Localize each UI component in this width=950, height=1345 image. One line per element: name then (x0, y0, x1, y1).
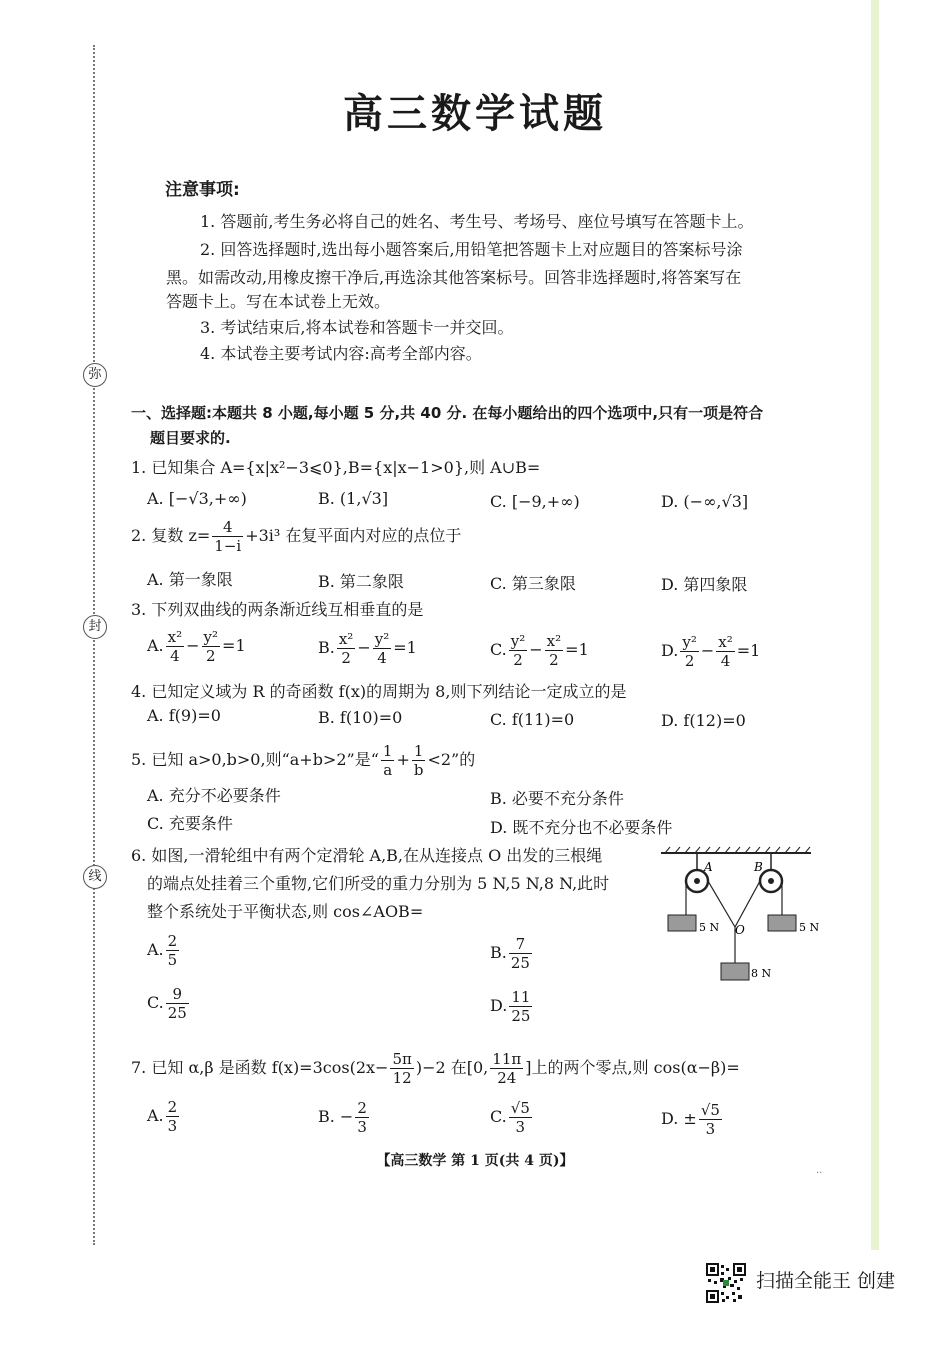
q6d-num: 11 (511, 988, 531, 1006)
rope-ob (735, 881, 760, 927)
q3c-n2: x² (546, 632, 562, 650)
q3-stem: 3. 下列双曲线的两条渐近线互相垂直的是 (131, 600, 424, 619)
section-heading-line-2: 题目要求的. (150, 429, 231, 447)
q3a-frac2 (202, 628, 221, 665)
q7a-label: A. (147, 1106, 164, 1125)
q6b-frac (509, 935, 532, 972)
q2-option-d: D. 第四象限 (661, 575, 748, 594)
q2-option-c: C. 第三象限 (490, 574, 576, 593)
q5-frac2 (412, 742, 426, 779)
q7-f1-den: 12 (392, 1069, 412, 1087)
q3b-n1: x² (338, 630, 354, 648)
q2-frac-num: 4 (212, 518, 243, 537)
q3-option-d: D. $\frac{\text{y²}}{2}$ − $\frac{\text{x²}}{4}$ =1 (661, 633, 761, 670)
notice-line-2: 2. 回答选择题时,选出每小题答案后,用铅笔把答题卡上对应题目的答案标号涂 (200, 240, 743, 259)
weight-left (668, 915, 696, 931)
q5-option-c: C. 充要条件 (147, 814, 233, 833)
q5-option-a: A. 充分不必要条件 (147, 786, 281, 805)
q6-option-a (147, 932, 181, 969)
q5-f2-num: 1 (412, 742, 426, 761)
page-title: 高三数学试题 (343, 91, 607, 137)
q1-option-b: B. (1,√3] (318, 489, 389, 508)
q3d-label: D. (661, 641, 679, 660)
q3d-d2: 4 (720, 652, 731, 670)
q5-stem (131, 742, 475, 779)
q4-stem: 4. 已知定义域为 R 的奇函数 f(x)的周期为 8,则下列结论一定成立的是 (131, 682, 627, 701)
q3d-n1: y² (682, 633, 697, 651)
q3-option-c: C. $\frac{\text{y²}}{2}$ − $\frac{\text{x²}}{2}$ =1 (490, 632, 589, 669)
q7-stem-mid: )−2 在[0, (415, 1058, 489, 1077)
q1-option-d: D. (−∞,√3] (661, 492, 749, 511)
q4-option-b: B. f(10)=0 (318, 708, 403, 727)
binding-line (93, 45, 95, 1245)
q6b-label: B. (490, 943, 507, 962)
q6-line-3: 整个系统处于平衡状态,则 cos∠AOB= (147, 902, 424, 921)
q3c-rhs: =1 (565, 640, 589, 659)
q3d-d1: 2 (684, 652, 695, 670)
q7-option-a (147, 1098, 181, 1135)
q6d-den: 25 (511, 1007, 531, 1025)
q3a-n2: y² (203, 628, 219, 646)
q3-option-a: A. $\frac{\text{x²}}{4}$ − $\frac{\text{y²}}{2}$ =1 (147, 628, 246, 665)
notice-line-1: 1. 答题前,考生务必将自己的姓名、考生号、考场号、座位号填写在答题卡上。 (200, 212, 754, 231)
q3b-d2: 4 (377, 649, 387, 667)
label-w3: 8 N (751, 967, 772, 980)
q2-frac-den: 1−i (214, 537, 242, 555)
q7-option-c (490, 1099, 534, 1136)
q7d-label: D. ± (661, 1109, 697, 1128)
label-a: A (704, 860, 713, 874)
section-heading-line-1: 一、选择题:本题共 8 小题,每小题 5 分,共 40 分. 在每小题给出的四个选项中,只有一项是符合 (131, 404, 764, 422)
q3d-n2: x² (718, 633, 733, 651)
q6b-den: 25 (510, 954, 530, 972)
q6c-num: 9 (166, 985, 189, 1004)
q3a-label: A. (147, 636, 164, 655)
q3c-n1: y² (510, 632, 526, 650)
q4-option-d: D. f(12)=0 (661, 711, 746, 730)
q7b-frac (355, 1099, 369, 1136)
notice-line-4: 答题卡上。写在本试卷上无效。 (166, 292, 391, 311)
q5-stem-prefix: 5. 已知 a>0,b>0,则“a+b>2”是“ (131, 750, 379, 769)
page-edge-strip (871, 0, 879, 1250)
q3d-frac2 (716, 633, 734, 670)
q3d-rhs: =1 (736, 641, 761, 660)
q6d-label: D. (490, 996, 508, 1015)
q7-f2-num: 11π (492, 1050, 522, 1068)
q3a-rhs: =1 (222, 636, 246, 655)
q5-plus: + (396, 750, 410, 769)
q3b-rhs: =1 (393, 638, 417, 657)
label-o: O (735, 923, 745, 937)
q4-option-a: A. f(9)=0 (147, 706, 221, 725)
q7-f1-num: 5π (392, 1050, 412, 1068)
q3a-n1: x² (167, 628, 183, 646)
notice-line-3: 黑。如需改动,用橡皮擦干净后,再选涂其他答案标号。回答非选择题时,将答案写在 (166, 268, 742, 287)
pulley-a-axle (694, 878, 700, 884)
label-w1: 5 N (699, 921, 720, 934)
q7c-num: √5 (510, 1099, 530, 1117)
seal-char-xian: 线 (83, 865, 107, 889)
q7a-den: 3 (167, 1117, 178, 1135)
q7d-frac (699, 1101, 722, 1138)
notice-heading: 注意事项: (165, 180, 240, 200)
q6-option-c (147, 985, 191, 1022)
q6-line-1: 6. 如图,一滑轮组中有两个定滑轮 A,B,在从连接点 O 出发的三根绳 (131, 846, 603, 865)
q6b-num: 7 (509, 935, 532, 954)
qr-code-icon (706, 1263, 746, 1303)
label-w2: 5 N (799, 921, 820, 934)
q7-frac2 (490, 1050, 523, 1087)
q7c-den: 3 (515, 1118, 526, 1136)
q4-option-c: C. f(11)=0 (490, 710, 575, 729)
q7b-num: 2 (357, 1099, 367, 1117)
q6a-frac (166, 932, 180, 969)
q7b-den: 3 (357, 1118, 367, 1136)
q6c-frac (166, 985, 189, 1022)
q7d-num: √5 (700, 1101, 720, 1119)
q3a-d2: 2 (206, 647, 216, 665)
q7c-label: C. (490, 1107, 507, 1126)
weight-right (768, 915, 796, 931)
q7c-frac (509, 1099, 532, 1136)
q3-option-b: B. $\frac{\text{x²}}{2}$ − $\frac{\text{y²}}{4}$ =1 (318, 630, 417, 667)
q6a-den: 5 (167, 951, 178, 969)
q7-stem-prefix: 7. 已知 α,β 是函数 f(x)=3cos(2x− (131, 1058, 389, 1077)
q7d-den: 3 (705, 1120, 716, 1138)
q6-option-d (490, 988, 534, 1025)
q5-option-b: B. 必要不充分条件 (490, 789, 624, 808)
scanner-watermark: 扫描全能王 创建 (756, 1270, 896, 1292)
label-b: B (754, 860, 763, 874)
weight-bottom (721, 963, 749, 980)
q3b-n2: y² (374, 630, 390, 648)
q3c-frac1 (509, 632, 528, 669)
q7-option-b (318, 1099, 371, 1136)
q6d-frac (509, 988, 532, 1025)
q5-stem-suffix: <2”的 (427, 750, 476, 769)
q6c-label: C. (147, 993, 164, 1012)
q3b-frac2 (373, 630, 392, 667)
pulley-figure (655, 845, 820, 985)
pulley-b-axle (768, 878, 774, 884)
q1-stem: 1. 已知集合 A={x|x²−3⩽0},B={x|x−1>0},则 A∪B= (131, 458, 541, 477)
q3c-d2: 2 (549, 651, 559, 669)
q6c-den: 25 (167, 1004, 187, 1022)
q2-stem-prefix: 2. 复数 z= (131, 526, 211, 545)
q6-option-b (490, 935, 534, 972)
q7-stem-suffix: ]上的两个零点,则 cos(α−β)= (525, 1058, 740, 1077)
q3c-d1: 2 (513, 651, 523, 669)
seal-char-feng: 封 (83, 615, 107, 639)
q3d-frac1 (680, 633, 699, 670)
q2-option-a: A. 第一象限 (147, 570, 233, 589)
page-footer: 【高三数学 第 1 页(共 4 页)】 (376, 1153, 574, 1169)
q5-frac1 (381, 742, 395, 779)
q3a-d1: 4 (170, 647, 180, 665)
q7-f2-den: 24 (497, 1069, 517, 1087)
q7-frac1 (390, 1050, 413, 1087)
q6-line-2: 的端点处挂着三个重物,它们所受的重力分别为 5 N,5 N,8 N,此时 (147, 874, 610, 893)
q7-option-d (661, 1101, 724, 1138)
q3b-label: B. (318, 638, 335, 657)
q2-stem (131, 518, 461, 555)
q2-option-b: B. 第二象限 (318, 572, 404, 591)
q7-stem (131, 1050, 740, 1087)
q3b-frac1 (337, 630, 355, 667)
q5-f1-num: 1 (382, 742, 393, 760)
q7a-num: 2 (167, 1098, 178, 1116)
q7b-label: B. − (318, 1107, 354, 1126)
q3c-frac2 (545, 632, 563, 669)
q5-f1-den: a (383, 761, 393, 779)
q3b-d1: 2 (341, 649, 351, 667)
q3a-frac1 (166, 628, 184, 665)
q1-option-a: A. [−√3,+∞) (147, 489, 247, 508)
notice-line-6: 4. 本试卷主要考试内容:高考全部内容。 (200, 344, 482, 363)
corner-mark: ·· (816, 1168, 823, 1179)
seal-char-mi: 弥 (83, 363, 107, 387)
q5-f2-den: b (413, 761, 424, 779)
notice-line-5: 3. 考试结束后,将本试卷和答题卡一并交回。 (200, 318, 514, 337)
q3c-label: C. (490, 640, 507, 659)
q2-fraction (212, 518, 243, 555)
q7a-frac (166, 1098, 180, 1135)
q1-option-c: C. [−9,+∞) (490, 492, 580, 511)
q5-option-d: D. 既不充分也不必要条件 (490, 818, 673, 837)
q6a-label: A. (147, 940, 164, 959)
q2-stem-suffix: +3i³ 在复平面内对应的点位于 (245, 526, 462, 545)
q6a-num: 2 (167, 932, 178, 950)
